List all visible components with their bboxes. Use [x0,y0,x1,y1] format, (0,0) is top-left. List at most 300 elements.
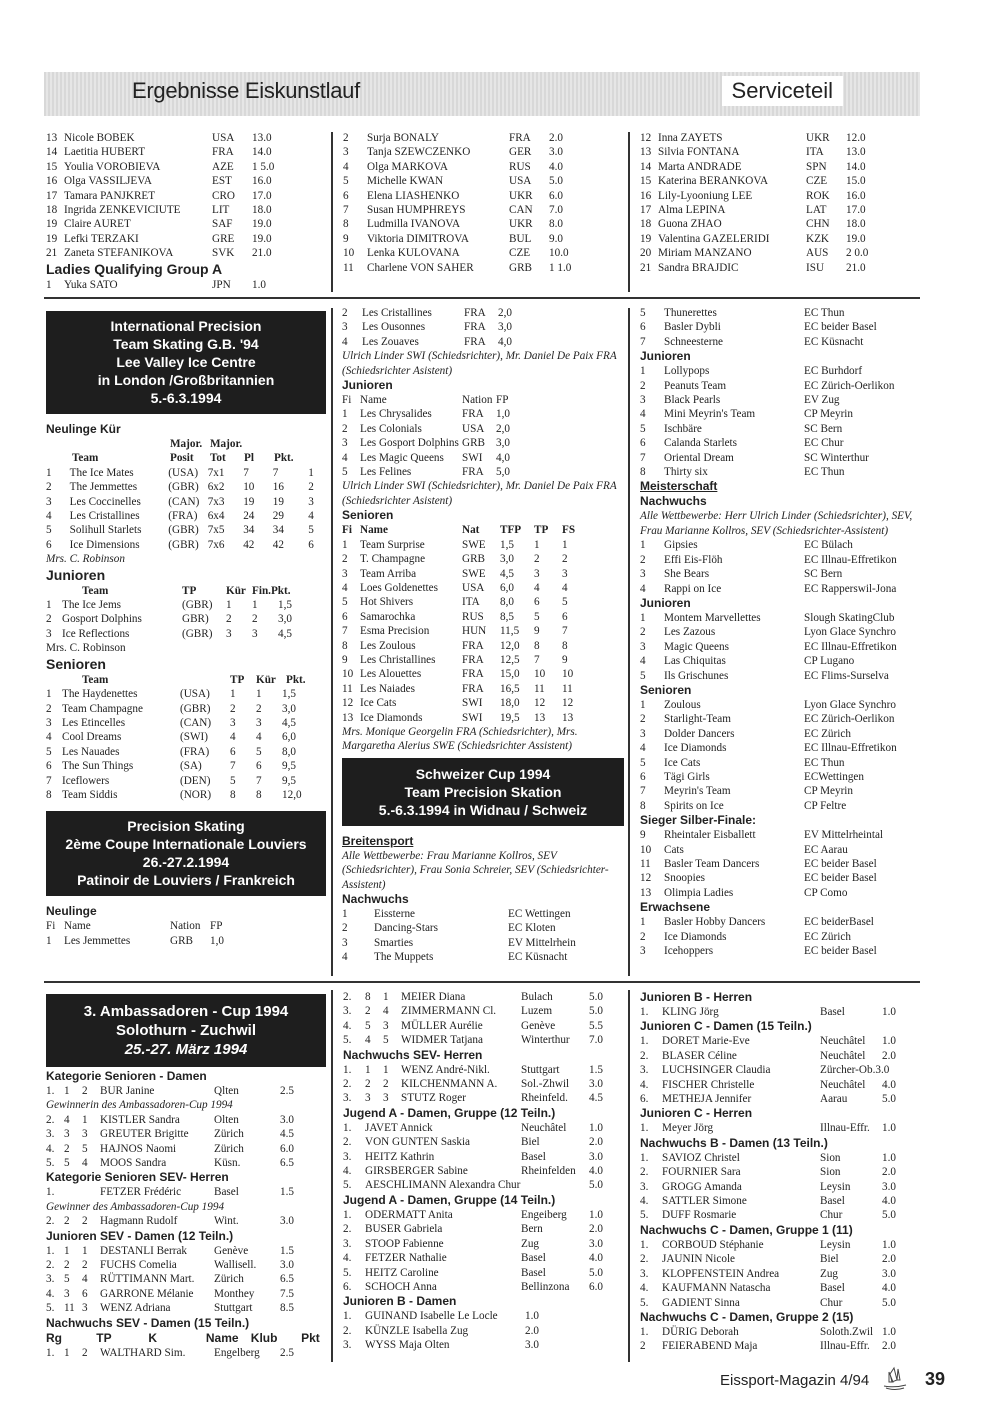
cell: EV Zug [804,394,840,407]
cell: Dolder Dancers [664,727,735,740]
cell: EV Mittelrheintal [804,829,884,842]
cell: Chur [820,1209,843,1222]
cell: 11 [640,858,651,870]
cell: 12,0 [500,639,520,652]
cell: 3. [640,1180,649,1193]
cell: Claire AURET [64,218,131,231]
cell: Neuchâtel [820,1035,866,1048]
cell: 5.0 [589,1179,603,1192]
cell: 19,5 [500,711,520,724]
cell: 2 [82,1346,88,1359]
ladies-row [640,131,920,145]
result-row [640,1194,922,1208]
cell: CZE [509,247,531,260]
cell: 6.0 [549,189,563,202]
cell: Zug [521,1237,540,1250]
cell: Lenka KULOVANA [367,247,460,260]
cell: 1. [640,1325,649,1338]
ladies-row [46,278,326,292]
cell: SWI [462,711,483,724]
ladies-row [640,203,920,217]
cell: 1 [82,1113,88,1126]
cell: FUCHS Comelia [100,1259,177,1272]
ladies-row [640,232,920,246]
cell: GRE [212,232,235,245]
cell: 13 [640,886,652,899]
result-row [343,1063,625,1077]
cell: 2 [342,553,348,566]
cell: Olga VASSILJEVA [64,175,152,188]
cell: She Bears [664,568,710,581]
team-row [640,930,922,944]
cell: 2 [46,702,52,715]
cell: The Sun Things [62,760,134,773]
table-header [342,523,624,537]
cell: 20 [640,247,652,260]
magazine-issue: Eissport-Magazin 4/94 [720,1372,870,1389]
cell: 3.0 [589,1078,603,1091]
cell: WYSS Maja Olten [365,1339,450,1352]
cell: 6.5 [280,1157,294,1170]
cell: FRA [462,466,484,479]
cell: Spirits on Ice [664,799,724,812]
judge-line: Mrs. Monique Georgelin FRA (Schiedsrichter), Mrs. Margaretha Alerius SWE (Schiedsrichter Assistent) [342,725,578,753]
ladies-row [46,189,326,203]
cell: Les Naiades [360,682,415,695]
result-row [46,1084,328,1098]
cell: GER [509,146,532,159]
cell: Wint. [214,1215,239,1228]
cell: 3 [82,1302,88,1315]
cell: 1 [64,1085,70,1097]
cell: Pkt [301,1330,320,1345]
winner-note: Gewinner des Ambassadoren-Cup 1994 [46,1200,225,1213]
cell: 10 [640,843,652,856]
cell: Iceflowers [62,774,110,787]
cell: 14.0 [252,146,272,159]
cell: 7 [342,625,348,638]
cell: FRA [464,307,486,319]
cell: Viktoria DIMITROVA [367,232,469,245]
section-heading: Junioren [640,595,691,610]
cell: Ice Diamonds [664,930,727,943]
cell: Pl [244,452,254,465]
ladies-results-col3 [640,131,920,275]
cell: 5.0 [549,175,563,188]
cell: 1.0 [882,1122,896,1135]
cell: Ice Reflections [62,627,130,640]
cell: Inna ZAYETS [658,132,723,144]
section-heading: Kategorie Senioren - Damen [46,1069,207,1083]
team-row [640,770,922,784]
team-row [342,639,624,653]
cell: Sion [820,1151,841,1164]
box-line: 5.-6.3.1994 [150,390,222,406]
cell: 4. [343,1165,352,1178]
result-row [46,1301,328,1315]
cell: 2 [252,613,258,626]
cell: 3 [342,321,348,334]
louviers-section [342,306,624,965]
cell: Susan HUMPHREYS [367,204,466,217]
result-row [46,1127,328,1141]
cell: BUR Janine [100,1085,155,1097]
result-row [46,1272,328,1286]
cell: Les Christallines [360,653,436,666]
cell: EC Wettingen [508,908,571,920]
ladies-row [46,145,326,159]
cell: Kür [226,584,246,597]
cell: RÜTTIMANN Mart. [100,1273,195,1286]
result-row [343,1077,625,1091]
cell: Rheintaler Eisballett [664,829,756,842]
cell: Lyon Glace Synchro [804,626,896,639]
ladies-row [343,189,623,203]
cell: VON GUNTEN Saskia [365,1136,471,1149]
cell: Les Etincelles [62,716,126,729]
cell [244,437,274,451]
cell: 6 [46,538,52,551]
cell: 4.0 [549,160,563,173]
cell: 1,0 [210,934,224,947]
cell: 4 [82,1273,88,1286]
cell: Basel [214,1186,239,1199]
cell: Rappi on Ice [664,582,722,595]
cell: Tägi Girls [664,770,710,783]
cell: Mini Meyrin's Team [664,408,756,421]
cell: FRA [464,335,486,348]
cell: 7 [230,760,236,773]
cell: 16 [46,175,58,188]
cell: 5. [343,1179,352,1192]
team-row [640,306,922,320]
result-row [640,1208,922,1222]
cell: Olimpia Ladies [664,886,734,899]
ambassadoren-col1 [46,994,328,1360]
schweizer-cup-section [640,306,922,958]
cell: 8,0 [500,596,514,609]
cell: Charlene VON SAHER [367,261,474,274]
cell: Stuttgart [214,1302,253,1315]
cell: TP [534,524,549,537]
cell: Cool Dreams [62,731,122,744]
section-heading: Nachwuchs B - Damen (13 Teiln.) [640,1135,828,1150]
cell: Elena LIASHENKO [367,189,460,202]
cell: 5 [365,1019,371,1032]
cell: 5 [640,669,646,682]
cell: 8 [562,639,568,652]
cell: 2 [82,1259,88,1272]
team-row [640,828,922,842]
ladies-row [46,160,326,174]
cell: HEITZ Kathrin [365,1150,435,1163]
cell: Les Zazous [664,626,716,639]
team-row [640,727,922,741]
team-row [342,624,624,638]
team-row [342,538,624,552]
cell: DÜRIG Deborah [662,1325,739,1338]
cell: 19.0 [846,232,866,245]
cell: 4 [383,1005,389,1018]
cell: 8 [342,639,348,652]
cell: EC Küsnacht [508,951,568,964]
cell: CP Lugano [804,655,855,668]
cell: STOOP Fabienne [365,1237,444,1250]
result-row [640,1005,922,1019]
cell: Solihull Starlets [69,524,142,537]
cell: HEITZ Caroline [365,1266,439,1279]
section-heading: Junioren [640,349,691,364]
cell: KÜNZLE Isabella Zug [365,1324,469,1337]
cell: 4.0 [589,1252,603,1265]
cell: GRB [509,261,533,274]
cell: Zürich [214,1273,244,1286]
cell: 4 [308,510,314,523]
cell: Les Gosport Dolphins [360,437,459,450]
team-row [342,696,624,710]
cell: 11 [562,682,573,695]
cell: Oriental Dream [664,451,734,464]
cell: UKR [806,132,830,144]
cell: (CAN) [180,716,212,729]
team-row [640,553,922,567]
result-row [343,1091,625,1105]
cell: Zürich [214,1142,244,1155]
column-divider [331,132,333,292]
result-row [343,1222,625,1236]
cell: Nation [170,920,201,933]
cell: 9 [562,653,568,666]
cell: 14.0 [846,160,866,173]
cell: BUL [509,232,532,245]
cell: FP [496,394,509,407]
cell: CRO [212,189,236,202]
cell: 5 [64,1157,70,1170]
cell: Les Coccinelles [69,495,141,508]
team-row [640,944,922,958]
table-header [46,584,328,598]
cell: 4.5 [280,1128,294,1141]
cell: SWI [462,697,483,710]
cell: WALTHARD Sim. [100,1346,186,1359]
cell: AZE [212,160,234,173]
cell: 1 [226,599,232,612]
cell: 1.0 [882,1325,896,1338]
section-heading: Nachwuchs [640,494,707,509]
cell: EC Zürich-Oerlikon [804,713,895,726]
cell: Les Alouettes [360,668,422,681]
cell: 4. [640,1078,649,1091]
cell: 3 [256,716,262,729]
cell: 42 [272,538,284,551]
cell: Smarties [374,936,414,949]
cell: EC beiderBasel [804,916,874,929]
cell [521,1178,589,1192]
cell: 5. [640,1296,649,1309]
cell: 2 [562,553,568,566]
cell: 1. [640,1238,649,1251]
cell: Youlia VOROBIEVA [64,160,161,173]
cell: Yuka SATO [64,278,118,291]
cell: 2,0 [498,307,512,319]
cell: GADIENT Sinna [662,1296,740,1309]
box-line: Precision Skating [127,818,245,835]
cell: 4.0 [882,1195,896,1208]
cell: SCHOCH Anna [365,1280,437,1293]
team-row [342,711,624,725]
cell: 4,5 [278,627,292,640]
cell: (GBR) [182,599,213,612]
cell: Rg [46,1330,62,1345]
cell: GRB [170,934,194,947]
ladies-row [640,160,920,174]
cell: KZK [806,232,829,245]
cell: Name [205,1330,239,1345]
cell: 10 [562,668,574,681]
cell: 29 [272,510,284,523]
cell: Guona ZHAO [658,218,722,231]
cell: 2 [365,1005,371,1018]
cell: Major. [210,438,243,450]
cell: 1.0 [589,1208,603,1221]
cell: 2 [640,713,646,726]
cell: 1.5 [280,1186,294,1199]
cell: Illnau-Effr. [820,1340,870,1353]
cell: 1. [640,1006,649,1018]
cell: Monthey [214,1287,255,1300]
cell: 2 [640,930,646,943]
team-row [640,538,922,552]
schweizer-block [342,758,624,965]
cell: 19 [243,495,255,508]
cell: 1 [64,1244,70,1257]
cell: Stuttgart [521,1063,560,1076]
cell: Miriam MANZANO [658,247,752,260]
cell: LUCHSINGER Claudia [662,1064,771,1077]
cell: 3 [342,567,348,580]
cell: Nat [462,524,480,537]
cell: 8,0 [282,745,296,758]
cell: 3. [46,1273,55,1286]
cell: DORET Marie-Eve [662,1035,750,1048]
cell: 11 [534,682,545,695]
cell: 4. [640,1282,649,1295]
cell: 4 [640,655,646,668]
ladies-row [343,174,623,188]
team-row [46,509,328,523]
cell: 1.5 [280,1244,294,1257]
cell: Dancing-Stars [374,922,439,935]
team-row [342,950,624,964]
cell: Zug [820,1267,839,1280]
cell: 3,0 [282,702,296,715]
cell: 3.0 [280,1215,294,1228]
cell: Zoulous [664,698,701,711]
result-row [640,1034,922,1048]
cell: FS [562,524,576,537]
result-row [640,1078,922,1092]
cell: 9 [640,829,646,842]
cell: Neuchâtel [521,1121,567,1134]
cell: 16 [640,189,652,202]
cell: 5. [343,1034,352,1047]
cell: Basel [820,1195,845,1208]
cell: 5.0 [882,1209,896,1222]
section-divider [44,981,920,983]
event-title-box [46,811,326,896]
cell [64,1185,82,1199]
result-row [640,1165,922,1179]
cell: SWI [462,451,483,464]
cell: 5 [343,175,349,188]
box-line: Schweizer Cup 1994 [415,765,551,782]
cell: 12 [640,132,652,144]
cell: 5 [534,610,540,623]
cell: 3,0 [498,321,512,334]
team-row [640,712,922,726]
cell: 3. [343,1150,352,1163]
section-heading: Nachwuchs SEV- Herren [343,1047,483,1062]
cell: 1 [256,688,262,701]
cell: Qlten [214,1085,239,1097]
cell: 2 [64,1259,70,1272]
cell: Meyer Jörg [662,1122,714,1135]
team-row [640,784,922,798]
ladies-row [343,232,623,246]
cell: Thirty six [664,466,708,479]
cell: 14 [640,160,652,173]
cell: Calanda Starlets [664,437,738,450]
team-row [342,335,624,349]
cell: 5,0 [496,466,510,479]
team-row [640,654,922,668]
cell: 6 [342,610,348,623]
cell: Les Jemmettes [64,934,131,947]
team-row [342,682,624,696]
cell: 1 [562,538,568,551]
result-row [343,1324,625,1338]
result-row [343,1033,625,1047]
team-row [640,843,922,857]
cell: 8 [46,788,52,801]
cell: 2.0 [882,1166,896,1179]
cell: 4 [342,451,348,464]
section-heading: Junioren C - Damen (15 Teiln.) [640,1019,812,1034]
cell: 10 [243,481,255,494]
ladies-row [343,131,623,145]
section-heading: Junioren [342,378,393,393]
cell: Basel [820,1282,845,1295]
cell: Fin.Pkt. [252,584,291,597]
cell: 3 [64,1128,70,1141]
team-row [46,730,328,744]
cell: ODERMATT Anita [365,1208,453,1221]
cell: (GBR) [168,481,199,494]
ladies-row [343,203,623,217]
cell: 12.0 [846,132,866,144]
cell: 7 [534,653,540,666]
cell: Bellinzona [521,1280,570,1293]
cell: 1 [640,698,646,711]
cell: 13 [562,711,574,724]
team-row [640,364,922,378]
cell: RUS [462,610,484,623]
cell: Hot Shivers [360,596,414,609]
ambassadoren-col2 [343,990,625,1353]
cell: 6 [640,437,646,450]
cell: Ice Cats [664,756,701,769]
cell: Winterthur [521,1034,570,1047]
